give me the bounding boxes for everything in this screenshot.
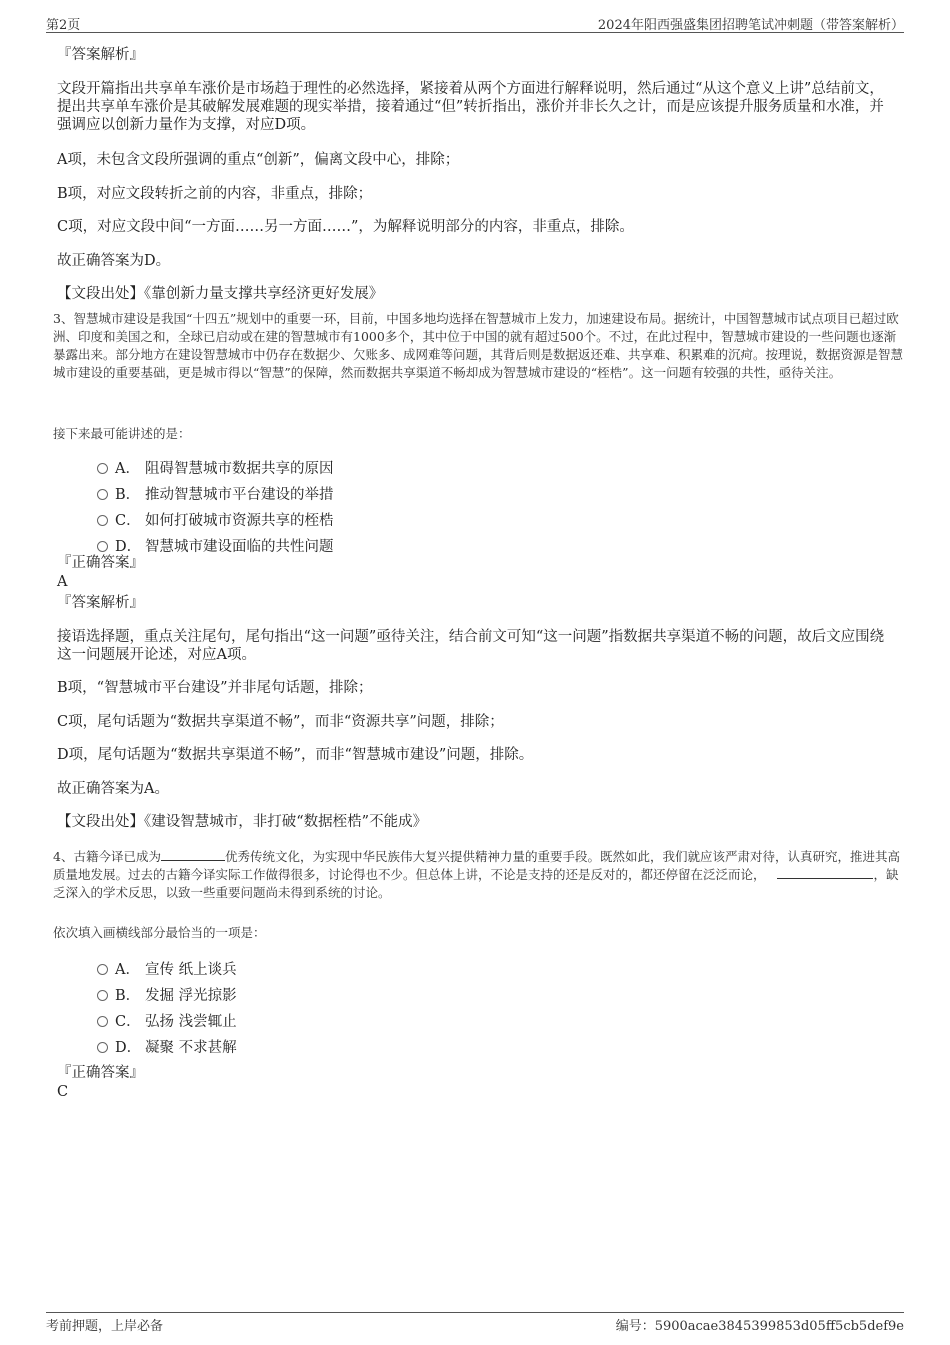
radio-icon[interactable]: [97, 990, 108, 1001]
correct-answer-label: 『正确答案』: [57, 555, 144, 571]
analysis-label: 『答案解析』: [57, 595, 144, 611]
correct-answer: C: [57, 1084, 69, 1100]
question-3-text: 3、智慧城市建设是我国“十四五”规划中的重要一环，目前，中国多地均选择在智慧城市上发力，加速建设布局。据统计，中国智慧城市试点项目已超过欧洲、印度和美国之和，全球已启动或在建的智慧城市有1000多个，其中位于中国的就有超过500个。不过，在此过程中，智慧城市建设的一些问题也逐渐暴露出来。部分地方在建设智慧城市中仍存在数据少、欠账多、成网难等问题，其背后则是数据返还难、共享难、积累难的沉疴。按理说，数据资源是智慧城市建设的重要基础，更是城市得以“智慧”的保障，然而数据共享渠道不畅却成为智慧城市建设的“桎梏”。这一问题有较强的共性，亟待关注。: [53, 311, 904, 380]
radio-icon[interactable]: [97, 1016, 108, 1027]
text-source: 【文段出处】《建设智慧城市，非打破“数据桎梏”不能成》: [57, 814, 428, 830]
analysis-option-b: B项，“智慧城市平台建设”并非尾句话题，排除；: [57, 680, 373, 696]
radio-icon[interactable]: [97, 1042, 108, 1053]
radio-icon[interactable]: [97, 964, 108, 975]
question-4-option-c[interactable]: C． 弘扬 浅尝辄止: [97, 1010, 237, 1030]
analysis-option-a: A项，未包含文段所强调的重点“创新”，偏离文段中心，排除；: [57, 152, 460, 168]
analysis-conclusion: 故正确答案为A。: [57, 781, 169, 797]
question-3-option-d[interactable]: D． 智慧城市建设面临的共性问题: [97, 535, 334, 555]
question-3-option-c[interactable]: C． 如何打破城市资源共享的桎梏: [97, 509, 334, 529]
radio-icon[interactable]: [97, 515, 108, 526]
radio-icon[interactable]: [97, 489, 108, 500]
analysis-option-d: D项，尾句话题为“数据共享渠道不畅”，而非“智慧城市建设”问题，排除。: [57, 747, 534, 763]
document-title: 2024年阳西强盛集团招聘笔试冲刺题（带答案解析）: [597, 18, 904, 33]
question-4-option-d[interactable]: D． 凝聚 不求甚解: [97, 1036, 237, 1056]
analysis-paragraph: 接语选择题，重点关注尾句，尾句指出“这一问题”亟待关注，结合前文可知“这一问题”指数据共享渠道不畅的问题，故后文应围绕这一问题展开论述，对应A项。: [57, 629, 885, 663]
question-4-option-b[interactable]: B． 发掘 浮光掠影: [97, 984, 237, 1004]
correct-answer: A: [57, 574, 68, 590]
text-source: 【文段出处】《靠创新力量支撑共享经济更好发展》: [57, 286, 384, 302]
question-4-text: 4、古籍今译已成为 优秀传统文化，为实现中华民族伟大复兴提供精神力量的重要手段。既然如此，我们就应该严肃对待，认真研究，推进其高质量地发展。过去的古籍今译实际工作做得很多，讨论得也不少。但总体上讲，不论是支持的还是反对的，都还停留在泛泛而论， ，缺乏深入的学术反思，以致一些重要问题尚未得到系统的讨论。: [53, 849, 900, 900]
question-4-option-a[interactable]: A． 宣传 纸上谈兵: [97, 958, 237, 978]
analysis-paragraph: 文段开篇指出共享单车涨价是市场趋于理性的必然选择，紧接着从两个方面进行解释说明，然后通过“从这个意义上讲”总结前文，提出共享单车涨价是其破解发展难题的现实举措，接着通过“但”转折指出，涨价并非长久之计，而是应该提升服务质量和水准，并强调应以创新力量作为支撑，对应D项。: [57, 81, 884, 133]
analysis-label: 『答案解析』: [57, 47, 144, 63]
analysis-option-c: C项，对应文段中间“一方面……另一方面……”，为解释说明部分的内容，非重点，排除。: [57, 219, 634, 235]
footer-slogan: 考前押题，上岸必备: [46, 1319, 164, 1334]
question-3-option-a[interactable]: A． 阻碍智慧城市数据共享的原因: [97, 457, 334, 477]
radio-icon[interactable]: [97, 463, 108, 474]
analysis-option-c: C项，尾句话题为“数据共享渠道不畅”，而非“资源共享”问题，排除；: [57, 714, 504, 730]
document-code: 编号：5900acae3845399853d05ff5cb5def9e: [615, 1319, 904, 1334]
fill-blank-1: [161, 848, 225, 861]
page-footer: [46, 1312, 904, 1335]
fill-blank-2: [777, 866, 873, 879]
correct-answer-label: 『正确答案』: [57, 1065, 144, 1081]
question-4-ask: 依次填入画横线部分最恰当的一项是：: [53, 925, 266, 940]
radio-icon[interactable]: [97, 541, 108, 552]
analysis-conclusion: 故正确答案为D。: [57, 253, 171, 269]
page-number: 第2页: [46, 18, 81, 33]
page-header: [46, 14, 904, 33]
analysis-option-b: B项，对应文段转折之前的内容，非重点，排除；: [57, 186, 373, 202]
question-3-ask: 接下来最可能讲述的是：: [53, 426, 191, 441]
question-3-option-b[interactable]: B． 推动智慧城市平台建设的举措: [97, 483, 334, 503]
